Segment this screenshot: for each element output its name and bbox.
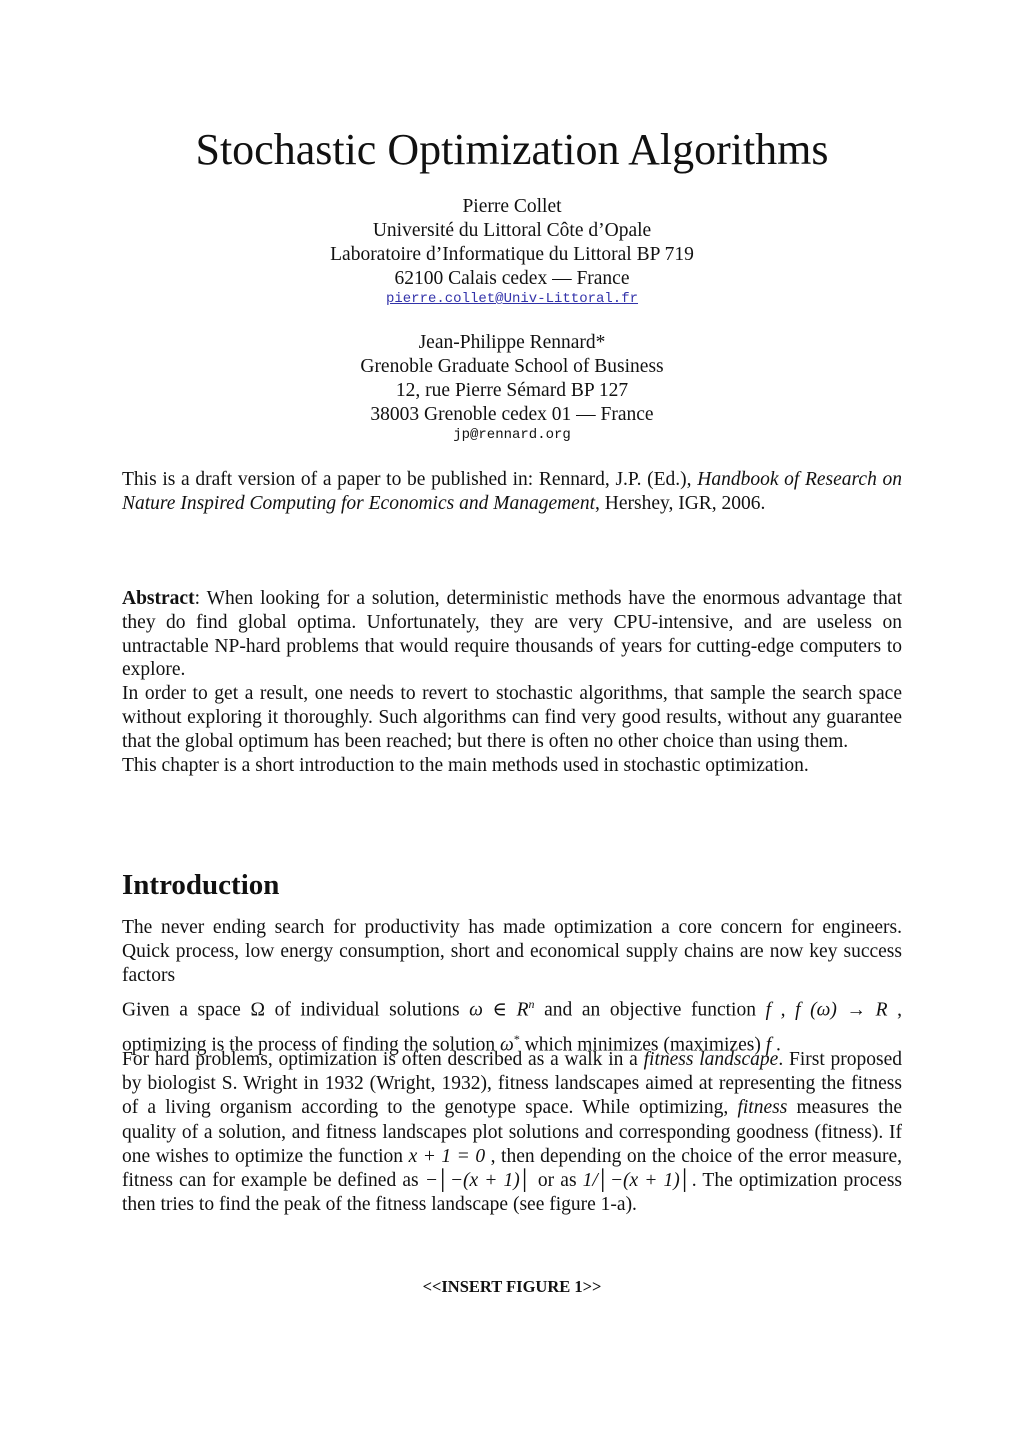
intro-p3-text-3: measures the quality of a solution, and fitness landscapes plot solutions and corresponding goodness (fitness). If one wishes to optimize the function bbox=[122, 1097, 902, 1167]
draft-note bbox=[122, 468, 902, 516]
intro-p2-line1 bbox=[122, 990, 902, 1025]
author-1-block bbox=[0, 195, 1024, 307]
author-2-email: jp@rennard.org bbox=[453, 427, 571, 443]
intro-p3-text-6: . The optimization process then tries to find the peak of the fitness landscape (see figure 1-a). bbox=[122, 1170, 903, 1216]
equation-3: 1/│−(x + 1)│ bbox=[582, 1170, 692, 1192]
author-2-block bbox=[0, 331, 1024, 443]
intro-p2-text-4: , bbox=[887, 999, 903, 1021]
objective-formula: f , f (ω) → R bbox=[765, 999, 888, 1021]
abstract-p2: In order to get a result, one needs to revert to stochastic algorithms, that sample the search space without exploring it thoroughly. Such algorithms can find very good results, without any guarantee that the global optimum has been reached; but there is often no other choice than using them. bbox=[122, 683, 902, 752]
introduction-heading: Introduction bbox=[122, 869, 280, 901]
abstract-p1 bbox=[122, 587, 902, 682]
function-symbol: f bbox=[765, 1034, 772, 1055]
draft-note-book: Handbook of Research on Nature Inspired Computing for Economics and Management bbox=[122, 469, 902, 514]
solution-formula: ω ∈ R bbox=[469, 999, 529, 1021]
author-2-city: 38003 Grenoble cedex 01 — France bbox=[370, 404, 654, 425]
intro-p3-text-5: or as bbox=[531, 1170, 583, 1192]
omega-symbol: Ω bbox=[250, 999, 265, 1021]
fitness-term: fitness bbox=[737, 1097, 788, 1119]
author-2-affiliation: Grenoble Graduate School of Business bbox=[360, 356, 664, 377]
solution-formula-sup: n bbox=[528, 997, 535, 1011]
intro-p2-text-3: and an objective function bbox=[534, 999, 766, 1021]
author-1-city: 62100 Calais cedex — France bbox=[394, 268, 630, 289]
intro-p2-text-5: optimizing is the process of finding the solution bbox=[122, 1034, 501, 1055]
author-2-street: 12, rue Pierre Sémard BP 127 bbox=[395, 380, 629, 401]
draft-note-prefix: This is a draft version of a paper to be published in: Rennard, J.P. (Ed.), bbox=[122, 469, 698, 490]
figure-placeholder: <<INSERT FIGURE 1>> bbox=[422, 1277, 602, 1296]
intro-p3-text-1: For hard problems, optimization is often described as a walk in a bbox=[122, 1049, 644, 1070]
intro-p2-text-6: which minimizes (maximizes) bbox=[519, 1034, 766, 1055]
intro-p3 bbox=[122, 1048, 902, 1217]
intro-p1: The never ending search for productivity has made optimization a core concern for engineers. Quick process, low energy consumption, short and economical supply chains are now key success factors bbox=[122, 917, 902, 986]
abstract-p1-text: : When looking for a solution, deterministic methods have the enormous advantage that they do find global optima. Unfortunately, they are very CPU-intensive, and are useless on untractable NP-hard problems that would require thousands of years for cutting-edge computers to explore. bbox=[122, 588, 902, 681]
fitness-landscape-term: fitness landscape bbox=[643, 1049, 779, 1070]
author-1-lab: Laboratoire d’Informatique du Littoral BP 719 bbox=[330, 244, 694, 265]
optimum-symbol-sup: * bbox=[513, 1031, 520, 1046]
author-1-email[interactable]: pierre.collet@Univ-Littoral.fr bbox=[385, 291, 639, 307]
abstract bbox=[122, 587, 902, 777]
author-1-name: Pierre Collet bbox=[462, 196, 562, 217]
author-1-affiliation: Université du Littoral Côte d’Opale bbox=[372, 220, 652, 241]
intro-p2-text-7: . bbox=[771, 1034, 781, 1055]
equation-1: x + 1 = 0 bbox=[408, 1145, 486, 1167]
intro-p2-text-1: Given a space bbox=[122, 999, 251, 1021]
abstract-label: Abstract bbox=[122, 588, 195, 609]
intro-p3-text-2: . First proposed by biologist S. Wright in 1932 (Wright, 1932), fitness landscapes aimed at representing the fitness of a living organism according to the genotype space. While optimizing, bbox=[122, 1049, 903, 1119]
intro-p2-text-2: of individual solutions bbox=[264, 999, 470, 1021]
author-2-name: Jean-Philippe Rennard* bbox=[418, 332, 606, 353]
equation-2: −│−(x + 1)│ bbox=[424, 1170, 532, 1192]
paper-title: Stochastic Optimization Algorithms bbox=[195, 125, 829, 174]
draft-note-suffix: , Hershey, IGR, 2006. bbox=[595, 492, 766, 514]
optimum-symbol: ω bbox=[500, 1034, 514, 1055]
intro-p3-text-4: , then depending on the choice of the error measure, fitness can for example be defined as bbox=[122, 1145, 902, 1192]
abstract-p3: This chapter is a short introduction to the main methods used in stochastic optimization. bbox=[122, 754, 809, 776]
